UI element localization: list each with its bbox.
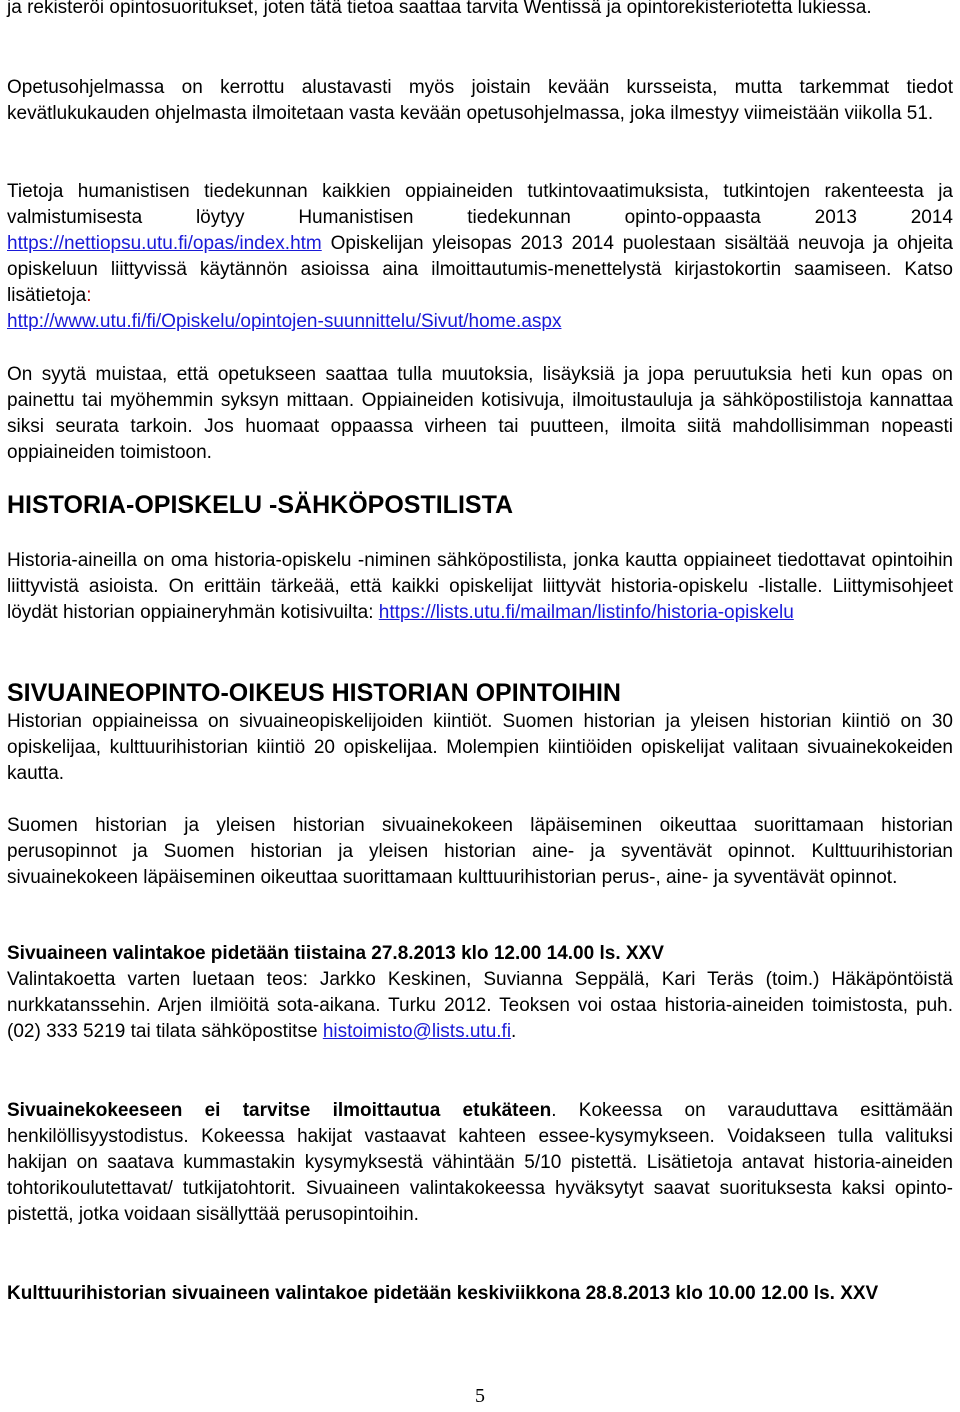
heading-minor-subject: SIVUAINEOPINTO-OIKEUS HISTORIAN OPINTOIHIN bbox=[7, 679, 621, 707]
paragraph-changes-notice: On syytä muistaa, että opetukseen saattaa tulla muutoksia, lisäyksiä ja jopa peruutuksia heti kun opas on painettu tai myöhemmin syksyn mittaan. Oppiaineiden kotisivuja, ilmoitustauluja ja sähköpostilistoja kannattaa siksi seurata tarkoin. Jos huomaat oppaassa virheen tai puutteen, ilmoita siitä mahdollisimman nopeasti oppiaineiden toimistoon. bbox=[7, 364, 953, 463]
paragraph-minor-rights: Suomen historian ja yleisen historian sivuainekokeen läpäiseminen oikeuttaa suorittamaan historian perusopinnot ja Suomen historian ja yleisen historian aine- ja syventävät opinnot. Kulttuurihistorian sivuainekokeen läpäiseminen oikeuttaa suorittamaan kulttuurihistorian perus-, aine- ja syventävät opinnot. bbox=[7, 815, 953, 888]
paragraph-mailing-list bbox=[7, 548, 953, 626]
paragraph-quotas: Historian oppiaineissa on sivuaineopiskelijoiden kiintiöt. Suomen historian ja yleisen historian kiintiö on 30 opiskelijaa, kulttuurihistorian kiintiö 20 opiskelijaa. Molempien kiintiöiden opiskelijat valitaan sivuainekokeiden kautta. bbox=[7, 711, 953, 784]
utu-opiskelu-link[interactable]: http://www.utu.fi/fi/Opiskelu/opintojen-suunnittelu/Sivut/home.aspx bbox=[7, 311, 562, 332]
faculty-info-text-a: Tietoja humanistisen tiedekunnan kaikkien oppiaineiden tutkintovaatimuksista, tutkintojen rakenteesta ja valmistumisesta löytyy Humanistisen tiedekunnan opinto-oppaasta 2013 2014 bbox=[7, 181, 953, 228]
heading-mailing-list: HISTORIA-OPISKELU -SÄHKÖPOSTILISTA bbox=[7, 491, 514, 519]
faculty-info-colon: : bbox=[86, 285, 92, 306]
mailing-list-text: Historia-aineilla on oma historia-opiskelu -niminen sähköpostilista, jonka kautta oppiaineet tiedottavat opintoihin liittyvistä asioista. On erittäin tärkeää, että kaikki opiskelijat liittyvät historia-opiskelu -listalle. Liittymisohjeet löydät historian oppiaineryhmän kotisivuilta: bbox=[7, 550, 953, 623]
no-registration-text: . Kokeessa on varauduttava esittämään henkilöllisyystodistus. Kokeessa hakijat vastaavat kahteen essee-kysymykseen. Voidakseen tulla valituksi hakijan on saatava kummastakin kysymyksestä vähintään 5/10 pistettä. Lisätietoja antavat historia-aineiden tohtorikoulutettavat/ tutkijatohtorit. Sivuaineen valintakokeessa hyväksytyt saavat suorituksesta kaksi opinto-pistettä, jotka voidaan sisällyttää perusopintoihin. bbox=[7, 1100, 954, 1225]
entrance-exam-text: Valintakoetta varten luetaan teos: Jarkko Keskinen, Suvianna Seppälä, Kari Teräs (toim.) Häkäpöntöistä nurkkatanssehin. Arjen ilmiöitä sota-aikana. Turku 2012. Teoksen voi ostaa historia-aineiden toimistosta, puh. (02) 333 5219 tai tilata sähköpostitse bbox=[7, 969, 953, 1042]
page-number: 5 bbox=[475, 1385, 485, 1407]
mailman-link[interactable]: https://lists.utu.fi/mailman/listinfo/historia-opiskelu bbox=[378, 602, 794, 623]
faculty-info-text-b: Opiskelijan yleisopas 2013 2014 puolestaan sisältää neuvoja ja ohjeita opiskeluun liittyvissä käytännön asioissa aina ilmoittautumis-menettelystä kirjastokortin saamiseen. Katso lisätietoja bbox=[7, 233, 953, 306]
entrance-exam-end: . bbox=[511, 1021, 517, 1042]
entrance-exam-date: Sivuaineen valintakoe pidetään tiistaina 27.8.2013 klo 12.00 14.00 ls. XXV bbox=[7, 943, 664, 964]
paragraph-cultural-history-exam: Kulttuurihistorian sivuaineen valintakoe pidetään keskiviikkona 28.8.2013 klo 10.00 12.00 ls. XXV bbox=[7, 1283, 879, 1304]
no-registration-bold: Sivuainekokeeseen ei tarvitse ilmoittautua etukäteen bbox=[7, 1100, 552, 1121]
paragraph-curriculum: Opetusohjelmassa on kerrottu alustavasti myös joistain kevään kursseista, mutta tarkemmat tiedot kevätlukukauden ohjelmasta ilmoitetaan vasta kevään opetusohjelmassa, joka ilmestyy viimeistään viikolla 51. bbox=[7, 77, 953, 124]
nettiopsu-link[interactable]: https://nettiopsu.utu.fi/opas/index.htm bbox=[7, 233, 322, 254]
paragraph-intro-continuation: ja rekisteröi opintosuoritukset, joten tätä tietoa saattaa tarvita Wentissä ja opintorekisteriotetta lukiessa. bbox=[7, 0, 872, 18]
histoimisto-email-link[interactable]: histoimisto@lists.utu.fi bbox=[322, 1021, 512, 1042]
paragraph-faculty-info bbox=[7, 179, 953, 335]
paragraph-no-registration bbox=[7, 1098, 953, 1228]
paragraph-entrance-exam bbox=[7, 941, 953, 1045]
